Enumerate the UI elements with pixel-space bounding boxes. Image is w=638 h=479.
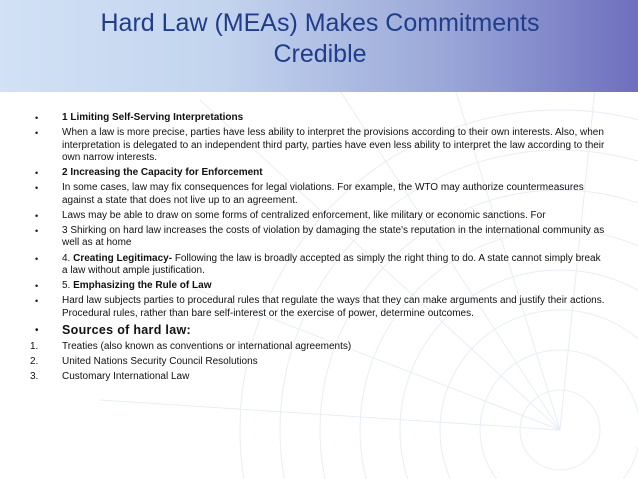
bullet-marker: • [35, 281, 39, 292]
bullet-marker: • [35, 210, 39, 221]
source-item [28, 341, 608, 354]
bullet-marker: • [35, 168, 39, 179]
source-text: Treaties (also known as conventions or international agreements) [62, 340, 352, 352]
list-item [28, 167, 608, 180]
bullet-marker: • [35, 296, 39, 307]
bullet-marker: • [35, 128, 39, 139]
source-number: 2. [30, 355, 39, 367]
list-item [28, 280, 608, 293]
bullet-marker: • [35, 324, 39, 336]
source-item [28, 356, 608, 369]
source-item [28, 371, 608, 384]
item-heading: Emphasizing the Rule of Law [73, 280, 212, 292]
bullet-marker: • [35, 183, 39, 194]
slide-body [28, 112, 608, 386]
sources-heading: Sources of hard law: [62, 322, 191, 337]
list-item [28, 182, 608, 207]
item-heading: 1 Limiting Self-Serving Interpretations [62, 112, 244, 123]
list-item [28, 127, 608, 165]
slide-title [40, 8, 600, 70]
source-text: Customary International Law [62, 371, 190, 383]
title-line-1: Hard Law (MEAs) Makes Commitments [100, 9, 540, 37]
item-text: Hard law subjects parties to procedural rules that regulate the ways that they can make arguments and justify their actions. Procedural rules, rather than bare self-interest or the exercise of power, determine outcomes. [62, 295, 605, 319]
item-text: Laws may be able to draw on some forms of centralized enforcement, like military or economic sanctions. For [62, 209, 546, 221]
source-number: 1. [30, 340, 39, 352]
bullet-marker: • [35, 253, 39, 264]
title-line-2: Credible [273, 40, 367, 68]
source-text: United Nations Security Council Resolutions [62, 355, 258, 367]
item-text: In some cases, law may fix consequences for legal violations. For example, the WTO may authorize countermeasures against a state that does not live up to an agreement. [62, 182, 584, 206]
item-prefix: 4. [62, 252, 74, 264]
item-heading: Creating Legitimacy- [73, 252, 173, 264]
source-number: 3. [30, 371, 39, 383]
item-text: Following the law is broadly accepted as simply the right thing to do. A state cannot simply break a law without ample justification. [62, 252, 601, 277]
list-item [28, 225, 608, 250]
item-heading: 2 Increasing the Capacity for Enforcement [62, 167, 263, 179]
list-item [28, 210, 608, 223]
list-item [28, 295, 608, 320]
item-text: When a law is more precise, parties have less ability to interpret the provisions according to their own interests. Also, when interpretation is delegated to an independent third party, parties have even less ability to interpret the law according to their own narrow interests. [62, 127, 605, 164]
item-text: 3 Shirking on hard law increases the costs of violation by damaging the state's reputation in the international community as well as at home [62, 224, 605, 249]
list-item [28, 112, 608, 125]
sources-heading-row [28, 323, 608, 338]
bullet-marker: • [35, 225, 39, 236]
item-prefix: 5. [62, 280, 74, 292]
list-item [28, 253, 608, 278]
bullet-marker: • [35, 113, 39, 123]
